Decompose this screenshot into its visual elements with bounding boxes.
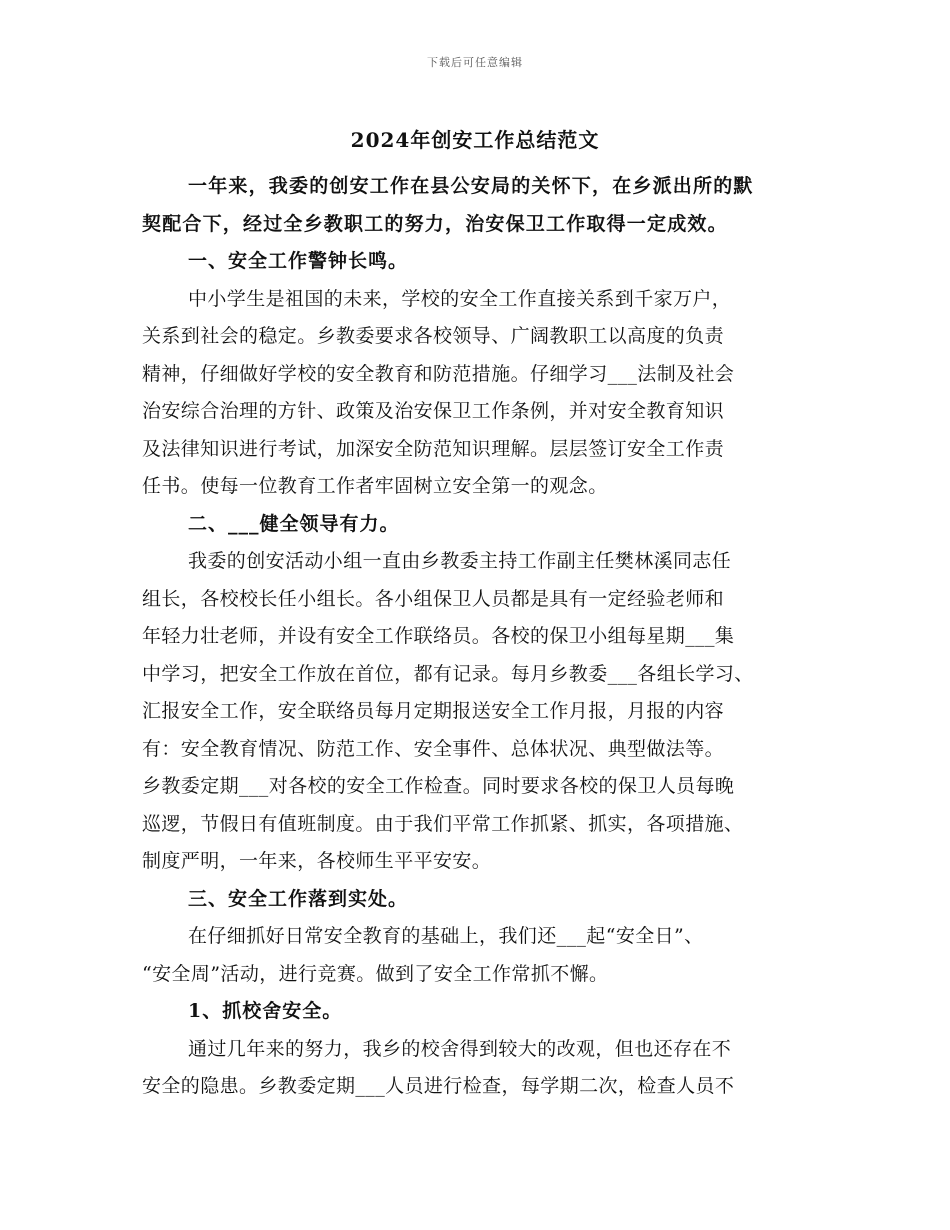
paragraph-line: 关系到社会的稳定。乡教委要求各校领导、广阔教职工以高度的负责 xyxy=(142,325,725,347)
document-title: 2024年创安工作总结范文 xyxy=(350,128,600,152)
paragraph-line: 精神，仔细做好学校的安全教育和防范措施。仔细学习___法制及社会 xyxy=(142,362,735,385)
paragraph-line: “安全周”活动，进行竞赛。做到了安全工作常抓不懈。 xyxy=(142,962,609,985)
paragraph-line: 有：安全教育情况、防范工作、安全事件、总体状况、典型做法等。 xyxy=(142,737,725,760)
section-heading: 二、___健全领导有力。 xyxy=(188,512,400,535)
section-heading: 三、安全工作落到实处。 xyxy=(188,887,409,910)
section-heading: 1、抓校舍安全。 xyxy=(188,1000,343,1022)
paragraph-line: 通过几年来的努力，我乡的校舍得到较大的改观，但也还存在不 xyxy=(188,1037,732,1060)
paragraph-line: 组长，各校校长任小组长。各小组保卫人员都是具有一定经验老师和 xyxy=(142,587,725,610)
paragraph-line: 治安综合治理的方针、政策及治安保卫工作条例，并对安全教育知识 xyxy=(142,400,725,422)
paragraph-line: 一年来，我委的创安工作在县公安局的关怀下，在乡派出所的默 xyxy=(188,175,754,197)
paragraph-line: 任书。使每一位教育工作者牢固树立安全第一的观念。 xyxy=(142,475,608,497)
paragraph-line: 安全的隐患。乡教委定期___人员进行检查，每学期二次，检查人员不 xyxy=(142,1075,735,1097)
paragraph-line: 汇报安全工作，安全联络员每月定期报送安全工作月报，月报的内容 xyxy=(142,700,725,722)
paragraph-line: 及法律知识进行考试，加深安全防范知识理解。层层签订安全工作责 xyxy=(142,437,725,460)
section-heading: 一、安全工作警钟长鸣。 xyxy=(188,250,409,272)
document-body xyxy=(142,168,810,1106)
paragraph-line: 契配合下，经过全乡教职工的努力，治安保卫工作取得一定成效。 xyxy=(142,212,728,235)
page-header: 下载后可任意编辑 xyxy=(427,56,523,69)
paragraph-line: 制度严明，一年来，各校师生平平安安。 xyxy=(142,850,492,872)
paragraph-line: 我委的创安活动小组一直由乡教委主持工作副主任樊林溪同志任 xyxy=(188,550,732,572)
paragraph-line: 巡逻，节假日有值班制度。由于我们平常工作抓紧、抓实，各项措施、 xyxy=(142,812,744,835)
paragraph-line: 年轻力壮老师，并设有安全工作联络员。各校的保卫小组每星期___集 xyxy=(142,625,735,647)
paragraph-line: 中学习，把安全工作放在首位，都有记录。每月乡教委___各组长学习、 xyxy=(142,662,754,685)
paragraph-line: 中小学生是祖国的未来，学校的安全工作直接关系到千家万户， xyxy=(188,287,732,310)
paragraph-line: 乡教委定期___对各校的安全工作检查。同时要求各校的保卫人员每晚 xyxy=(142,775,735,797)
paragraph-line: 在仔细抓好日常安全教育的基础上，我们还___起“安全日”、 xyxy=(188,925,704,947)
